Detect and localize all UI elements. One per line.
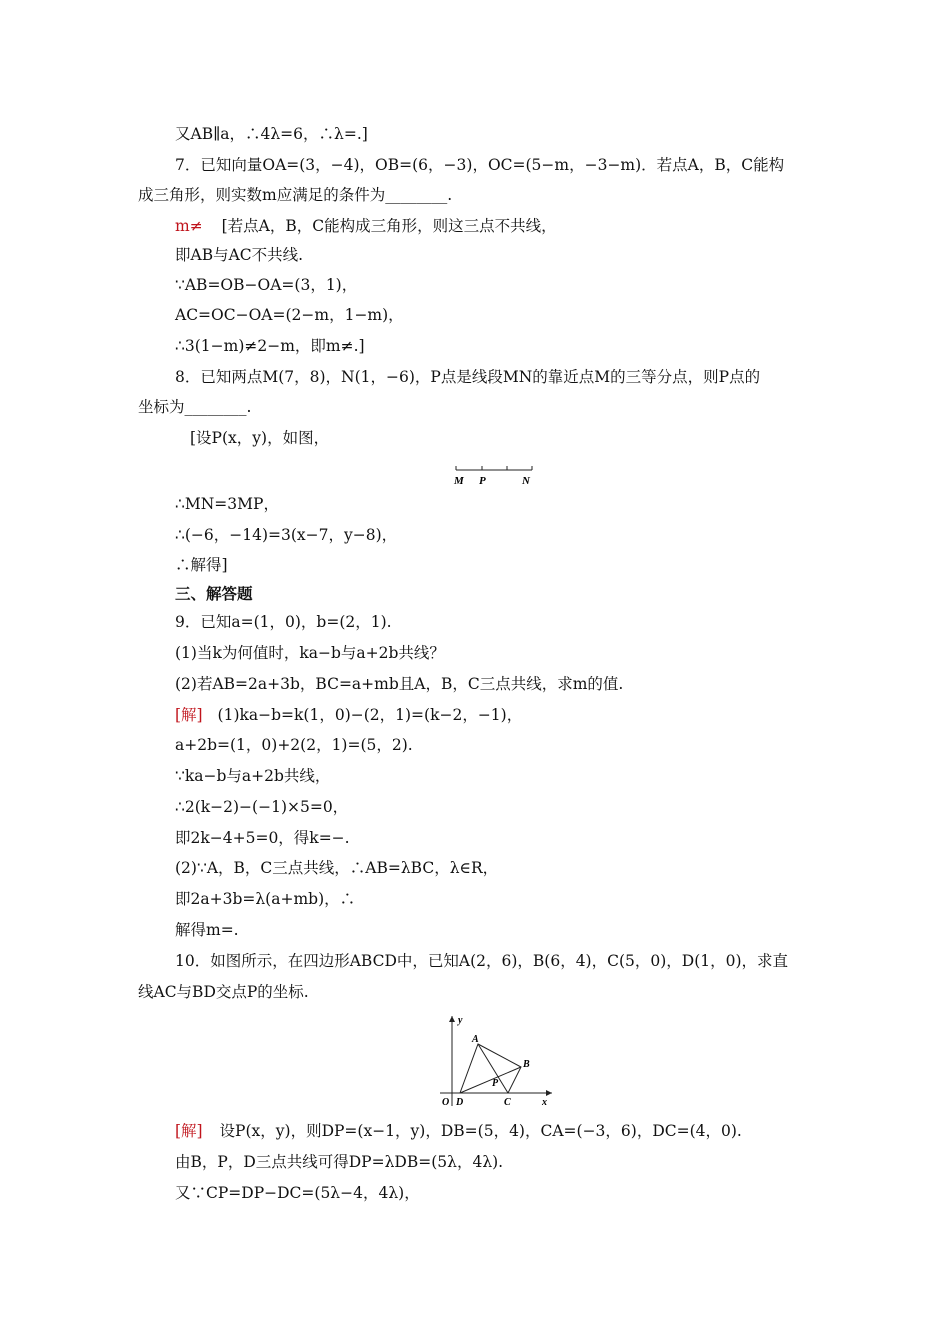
q8-solution-line1: [设P(x，y)，如图， (190, 429, 330, 447)
q9-solution-row1 (175, 705, 522, 725)
q8-fig-label-n: N (522, 475, 530, 487)
q9-solution-line5: 即2k−4+5=0，得k=−. (175, 829, 350, 847)
q10-fig-label-o: O (442, 1097, 450, 1108)
q10-solution-line2: 由B，P，D三点共线可得DP=λDB=(5λ，4λ). (175, 1153, 504, 1171)
q10-solution-line1: 设P(x，y)，则DP=(x−1，y)，DB=(5，4)，CA=(−3，6)，DC=(4，0). (219, 1122, 742, 1140)
q7-solution-line4: AC=OC−OA=(2−m，1−m)， (175, 306, 404, 324)
q7-solution-line1: [若点A，B，C能构成三角形，则这三点不共线， (221, 217, 557, 235)
q10-fig-label-y: y (458, 1015, 463, 1026)
q8-question-line2: 坐标为________. (138, 398, 252, 416)
q10-solution-row1 (175, 1121, 742, 1141)
q9-solution-line4: ∴2(k−2)−(−1)×5=0， (175, 798, 349, 816)
q7-question-line1: 7．已知向量OA=(3，−4)，OB=(6，−3)，OC=(5−m，−3−m)．若点A，B，C能构 (175, 156, 785, 174)
q9-solution-line8: 解得m=. (175, 921, 239, 939)
q9-solution-line1: (1)ka−b=k(1，0)−(2，1)=(k−2，−1)， (217, 706, 523, 724)
q10-solution-tag: [解] (175, 1122, 203, 1140)
q9-solution-line2: a+2b=(1，0)+2(2，1)=(5，2). (175, 736, 413, 754)
q7-solution-line2: 即AB与AC不共线. (175, 246, 304, 264)
q10-question-line2: 线AC与BD交点P的坐标. (138, 983, 309, 1001)
q9-solution-line7: 即2a+3b=λ(a+mb)，∴ (175, 890, 356, 908)
q8-question-line1: 8．已知两点M(7，8)，N(1，−6)，P点是线段MN的靠近点M的三等分点，则P点的 (175, 368, 761, 386)
q10-quadrilateral-figure (432, 1010, 562, 1110)
q7-answer: m≠ (175, 217, 203, 235)
q10-fig-label-x: x (542, 1097, 547, 1108)
q10-question-line1: 10．如图所示，在四边形ABCD中，已知A(2，6)，B(6，4)，C(5，0)，D(1，0)，求直 (175, 952, 789, 970)
section-heading: 三、解答题 (175, 584, 253, 603)
q8-solution-line2: ∴MN=3MP， (175, 495, 279, 513)
q8-solution-line3: ∴(−6，−14)=3(x−7，y−8)， (175, 526, 398, 544)
q7-question-line2: 成三角形，则实数m应满足的条件为________. (138, 186, 453, 204)
q10-fig-label-a: A (472, 1034, 479, 1045)
q8-fig-label-p: P (479, 475, 486, 487)
q9-question-line2: (1)当k为何值时，ka−b与a+2b共线？ (175, 644, 445, 662)
q7-answer-row (175, 216, 557, 236)
q10-fig-label-c: C (504, 1097, 511, 1108)
q9-solution-line6: (2)∵A，B，C三点共线，∴AB=λBC，λ∈R， (175, 859, 499, 877)
q10-fig-label-b: B (523, 1059, 530, 1070)
q10-fig-label-p: P (492, 1078, 499, 1089)
q7-solution-line3: ∵AB=OB−OA=(3，1)， (175, 276, 358, 294)
q9-question-line3: (2)若AB=2a+3b，BC=a+mb且A，B，C三点共线，求m的值. (175, 675, 624, 693)
q8-solution-line4: ∴解得] (175, 556, 228, 574)
q8-segment-figure (448, 462, 540, 488)
q9-solution-line3: ∵ka−b与a+2b共线， (175, 767, 331, 785)
q6-tail-line: 又AB∥a，∴4λ=6，∴λ=.] (175, 125, 368, 143)
q9-solution-tag: [解] (175, 706, 203, 724)
q8-fig-label-m: M (454, 475, 464, 487)
q10-fig-label-d: D (456, 1097, 464, 1108)
q9-question-line1: 9．已知a=(1，0)，b=(2，1). (175, 613, 392, 631)
q7-solution-line5: ∴3(1−m)≠2−m，即m≠.] (175, 337, 365, 355)
q10-solution-line3: 又∵CP=DP−DC=(5λ−4，4λ)， (175, 1184, 420, 1202)
